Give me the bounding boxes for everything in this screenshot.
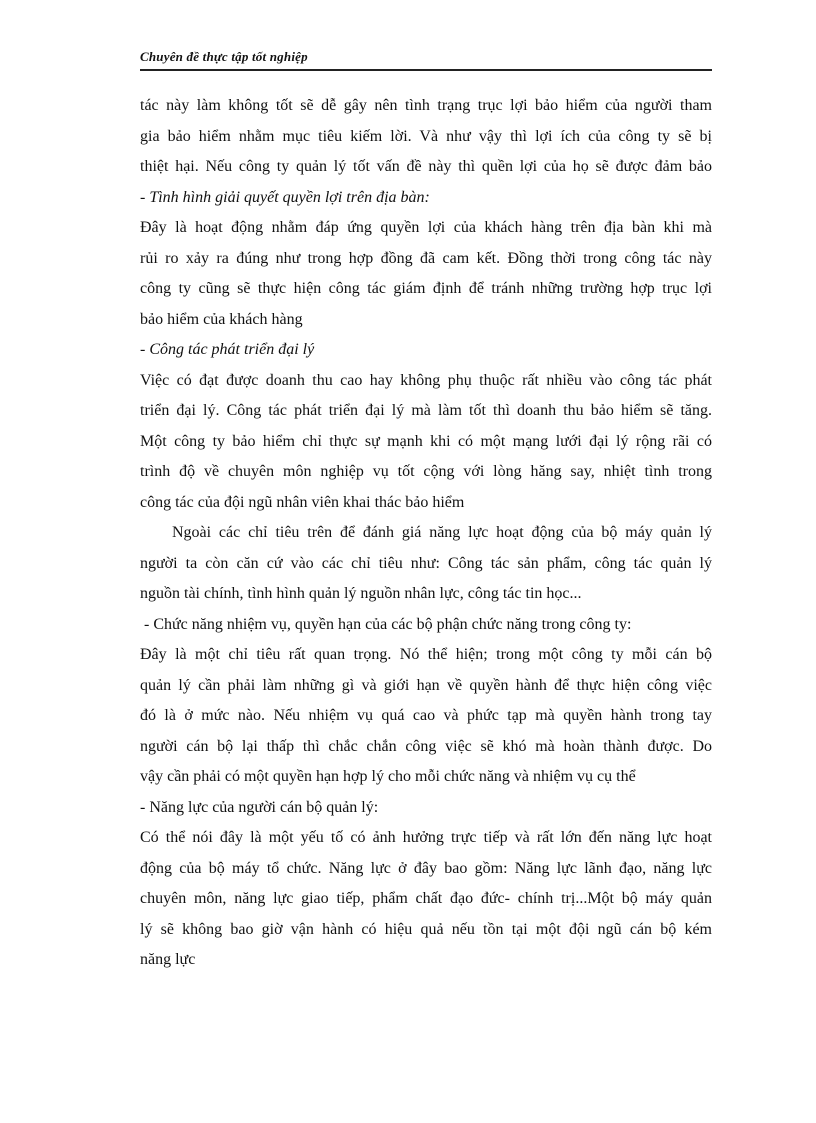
text-line: công tác của đội ngũ nhân viên khai thác bảo hiểm — [140, 493, 465, 511]
header-title: Chuyên đề thực tập tốt nghiệp — [140, 49, 308, 64]
section-heading: - Tình hình giải quyết quyền lợi trên địa bàn: — [140, 188, 430, 206]
section-heading: - Chức năng nhiệm vụ, quyền hạn của các bộ phận chức năng trong công ty: — [144, 615, 632, 633]
text-line: gia bảo hiểm nhằm mục tiêu kiếm lời. Và như vậy thì lợi ích của công ty sẽ bị — [140, 127, 712, 145]
text-line: Một công ty bảo hiểm chỉ thực sự mạnh khi có một mạng lưới đại lý rộng rãi có — [140, 432, 712, 450]
text-line: triển đại lý. Công tác phát triển đại lý mà làm tốt thì doanh thu bảo hiểm sẽ tăng. — [140, 402, 712, 419]
text-line: người cán bộ lại thấp thì chắc chắn công việc sẽ khó mà hoàn thành được. Do — [140, 737, 712, 755]
text-line: nguồn tài chính, tình hình quản lý nguồn nhân lực, công tác tin học... — [140, 585, 582, 602]
text-line: Ngoài các chỉ tiêu trên để đánh giá năng lực hoạt động của bộ máy quản lý — [172, 524, 712, 541]
text-line: tác này làm không tốt sẽ dễ gây nên tình trạng trục lợi bảo hiểm của người tham — [140, 97, 712, 114]
text-line: năng lực — [140, 951, 196, 968]
text-line: lý sẽ không bao giờ vận hành có hiệu quả nếu tồn tại một đội ngũ cán bộ kém — [140, 920, 712, 938]
document-body — [140, 91, 712, 976]
text-line: chuyên môn, năng lực giao tiếp, phẩm chất đạo đức- chính trị...Một bộ máy quản — [140, 890, 712, 907]
text-line: quản lý cần phải làm những gì và giới hạn về quyền hành để thực hiện công việc — [140, 676, 712, 694]
section-heading: - Công tác phát triển đại lý — [140, 341, 315, 358]
text-line: Đây là một chỉ tiêu rất quan trọng. Nó thể hiện; trong một công ty mỗi cán bộ — [140, 646, 712, 663]
text-line: Có thể nói đây là một yếu tố có ảnh hưởng trực tiếp và rất lớn đến năng lực hoạt — [140, 829, 712, 846]
text-line: bảo hiểm của khách hàng — [140, 310, 303, 328]
text-line: động của bộ máy tổ chức. Năng lực ở đây bao gồm: Năng lực lãnh đạo, năng lực — [140, 859, 712, 877]
text-line: công ty cũng sẽ thực hiện công tác giám định để tránh những trường hợp trục lợi — [140, 280, 712, 297]
text-line: Việc có đạt được doanh thu cao hay không phụ thuộc rất nhiều vào công tác phát — [140, 371, 712, 389]
page-header — [140, 47, 712, 71]
text-line: người ta còn căn cứ vào các chỉ tiêu như: Công tác sản phẩm, công tác quản lý — [140, 554, 712, 572]
text-line: trình độ về chuyên môn nghiệp vụ tốt cộng với lòng hăng say, nhiệt tình trong — [140, 463, 712, 480]
text-line: vậy cần phải có một quyền hạn hợp lý cho mỗi chức năng và nhiệm vụ cụ thể — [140, 768, 636, 785]
text-line: thiệt hại. Nếu công ty quản lý tốt vấn đề này thì quền lợi của họ sẽ được đảm bảo — [140, 158, 712, 175]
text-line: đó là ở mức nào. Nếu nhiệm vụ quá cao và phức tạp mà quyền hành trong tay — [140, 707, 712, 724]
text-line: rủi ro xảy ra đúng như trong hợp đồng đã cam kết. Đồng thời trong công tác này — [140, 249, 712, 267]
section-heading: - Năng lực của người cán bộ quản lý: — [140, 798, 379, 816]
text-line: Đây là hoạt động nhằm đáp ứng quyền lợi của khách hàng trên địa bàn khi mà — [140, 219, 712, 236]
